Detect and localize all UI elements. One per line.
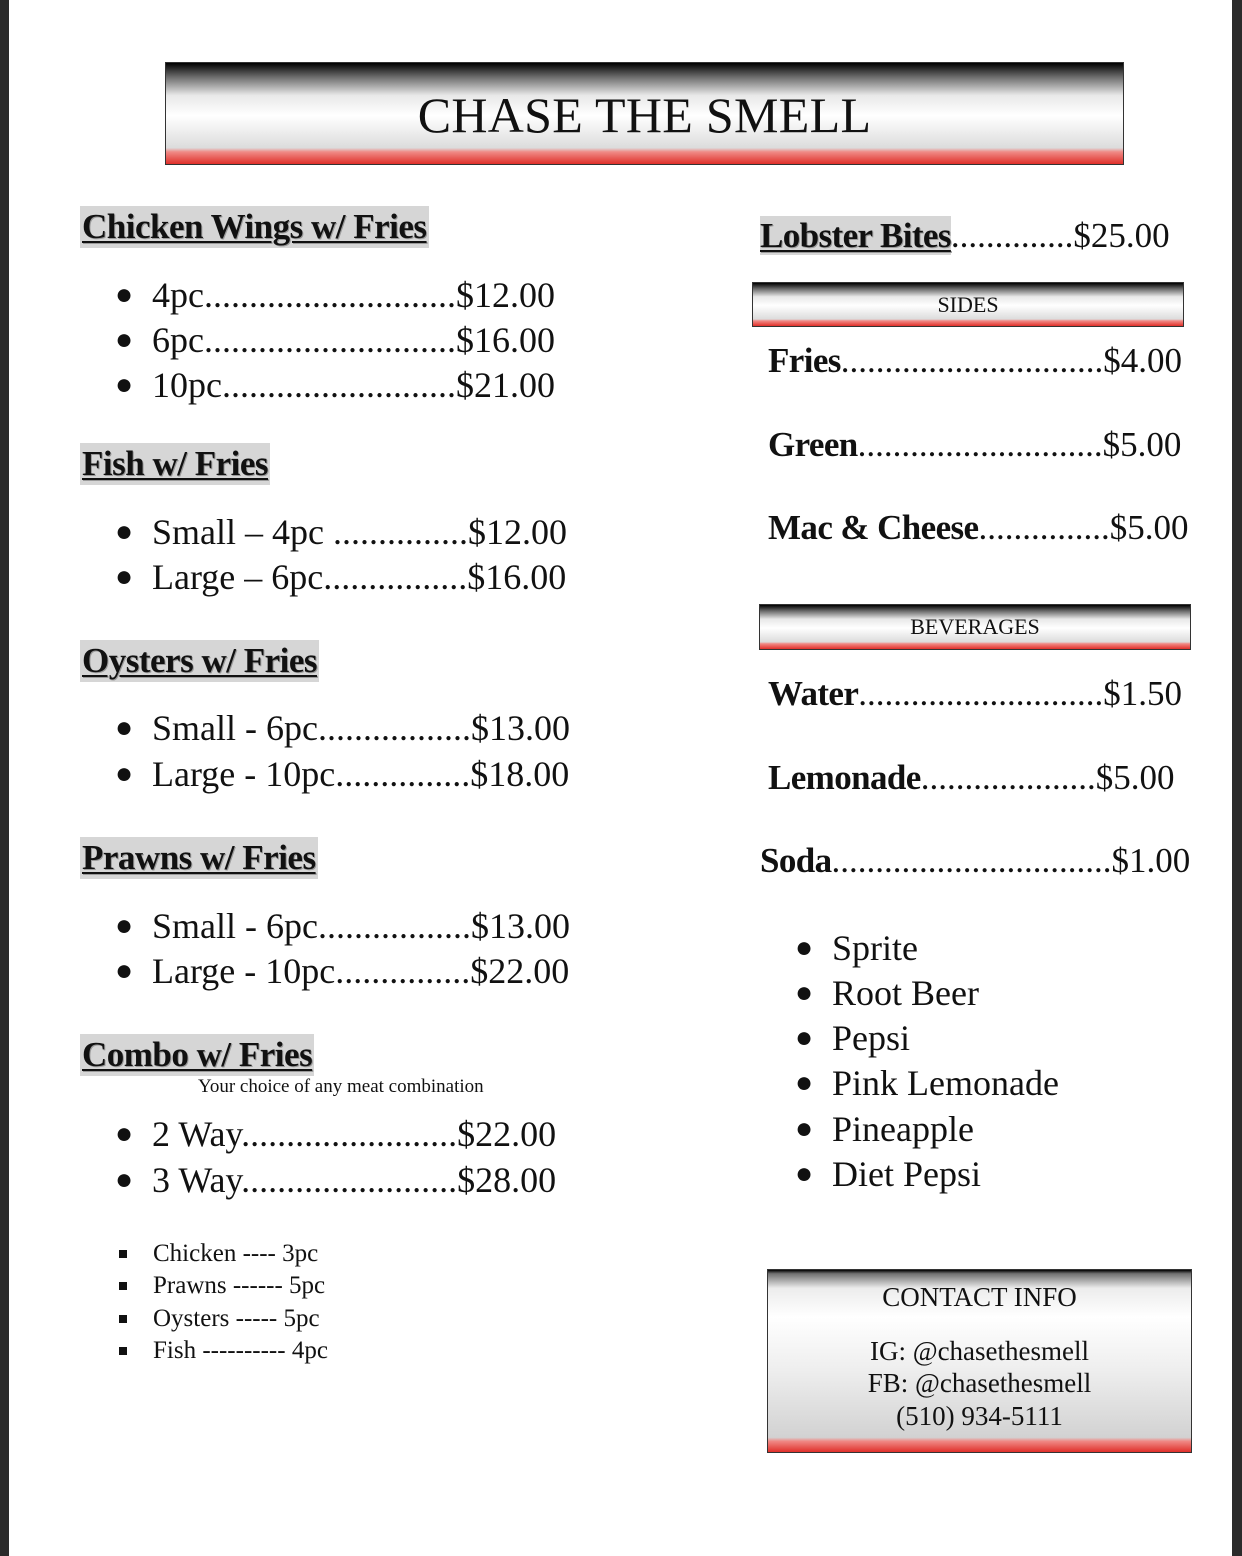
section-prawns-heading: Prawns w/ Fries bbox=[82, 838, 316, 877]
lobster-bites-name: Lobster Bites bbox=[760, 216, 951, 255]
menu-item-fish-large: ● Large – 6pc................$16.00 bbox=[115, 557, 567, 597]
combo-detail-fish: Fish ---------- 4pc bbox=[153, 1336, 328, 1366]
square-bullet-icon bbox=[119, 1315, 127, 1323]
bullet-icon: ● bbox=[795, 976, 814, 1009]
side-item-green: Green............................$5.00 bbox=[768, 425, 1182, 464]
side-item-fries: Fries..............................$4.00 bbox=[768, 341, 1183, 380]
combo-detail-chicken: Chicken ---- 3pc bbox=[153, 1239, 318, 1269]
soda-option-pineapple: ● Pineapple bbox=[795, 1109, 974, 1149]
combo-subtitle: Your choice of any meat combination bbox=[198, 1076, 484, 1097]
section-oysters-heading: Oysters w/ Fries bbox=[82, 641, 317, 680]
bullet-icon: ● bbox=[115, 757, 134, 790]
bullet-icon: ● bbox=[795, 1112, 814, 1145]
menu-item-chicken-4pc: ● 4pc............................$12.00 bbox=[115, 275, 555, 315]
menu-item-oysters-large: ● Large - 10pc...............$18.00 bbox=[115, 754, 570, 794]
combo-detail-oysters: Oysters ----- 5pc bbox=[153, 1304, 320, 1334]
section-combo-heading: Combo w/ Fries bbox=[82, 1035, 313, 1074]
menu-title: CHASE THE SMELL bbox=[417, 86, 872, 143]
bullet-icon: ● bbox=[795, 931, 814, 964]
square-bullet-icon bbox=[119, 1282, 127, 1290]
menu-title-banner bbox=[165, 62, 1124, 165]
contact-phone: (510) 934-5111 bbox=[896, 1401, 1063, 1431]
bullet-icon: ● bbox=[115, 368, 134, 401]
square-bullet-icon bbox=[119, 1347, 127, 1355]
combo-detail-prawns: Prawns ------ 5pc bbox=[153, 1271, 325, 1301]
beverage-item-lemonade: Lemonade....................$5.00 bbox=[768, 758, 1175, 797]
bullet-icon: ● bbox=[115, 909, 134, 942]
page-edge-right bbox=[1232, 0, 1242, 1556]
menu-item-combo-2way: ● 2 Way........................$22.00 bbox=[115, 1114, 557, 1154]
contact-info-box bbox=[767, 1269, 1192, 1453]
lobster-bites-price: ..............$25.00 bbox=[950, 216, 1170, 255]
menu-item-chicken-6pc: ● 6pc............................$16.00 bbox=[115, 320, 555, 360]
bullet-icon: ● bbox=[795, 1021, 814, 1054]
soda-option-pink-lemonade: ● Pink Lemonade bbox=[795, 1063, 1059, 1103]
square-bullet-icon bbox=[119, 1250, 127, 1258]
bullet-icon: ● bbox=[115, 323, 134, 356]
bullet-icon: ● bbox=[115, 954, 134, 987]
menu-item-chicken-10pc: ● 10pc..........................$21.00 bbox=[115, 365, 555, 405]
soda-option-diet-pepsi: ● Diet Pepsi bbox=[795, 1154, 981, 1194]
bullet-icon: ● bbox=[795, 1157, 814, 1190]
bullet-icon: ● bbox=[115, 560, 134, 593]
bullet-icon: ● bbox=[115, 1163, 134, 1196]
soda-option-root-beer: ● Root Beer bbox=[795, 973, 979, 1013]
soda-option-sprite: ● Sprite bbox=[795, 928, 918, 968]
menu-item-prawns-small: ● Small - 6pc.................$13.00 bbox=[115, 906, 570, 946]
bullet-icon: ● bbox=[115, 278, 134, 311]
beverages-banner bbox=[759, 604, 1191, 650]
beverages-title: BEVERAGES bbox=[910, 614, 1040, 639]
side-item-mac-cheese: Mac & Cheese...............$5.00 bbox=[768, 508, 1189, 547]
bullet-icon: ● bbox=[115, 1117, 134, 1150]
contact-facebook: FB: @chasethesmell bbox=[867, 1368, 1092, 1398]
section-chicken-wings-heading: Chicken Wings w/ Fries bbox=[82, 207, 427, 246]
menu-item-combo-3way: ● 3 Way........................$28.00 bbox=[115, 1160, 557, 1200]
sides-title: SIDES bbox=[937, 291, 999, 317]
sides-banner bbox=[752, 282, 1184, 327]
bullet-icon: ● bbox=[795, 1066, 814, 1099]
menu-item-fish-small: ● Small – 4pc ...............$12.00 bbox=[115, 512, 567, 552]
section-fish-heading: Fish w/ Fries bbox=[82, 444, 268, 483]
beverage-item-soda: Soda................................$1.00 bbox=[760, 841, 1191, 880]
bullet-icon: ● bbox=[115, 515, 134, 548]
bullet-icon: ● bbox=[115, 711, 134, 744]
contact-instagram: IG: @chasethesmell bbox=[869, 1336, 1090, 1366]
beverage-item-water: Water............................$1.50 bbox=[768, 674, 1183, 713]
page-edge-left bbox=[0, 0, 9, 1556]
soda-option-pepsi: ● Pepsi bbox=[795, 1018, 911, 1058]
menu-item-prawns-large: ● Large - 10pc...............$22.00 bbox=[115, 951, 570, 991]
menu-item-oysters-small: ● Small - 6pc.................$13.00 bbox=[115, 708, 570, 748]
menu-item-lobster-bites bbox=[760, 215, 1170, 257]
contact-title: CONTACT INFO bbox=[882, 1282, 1077, 1312]
